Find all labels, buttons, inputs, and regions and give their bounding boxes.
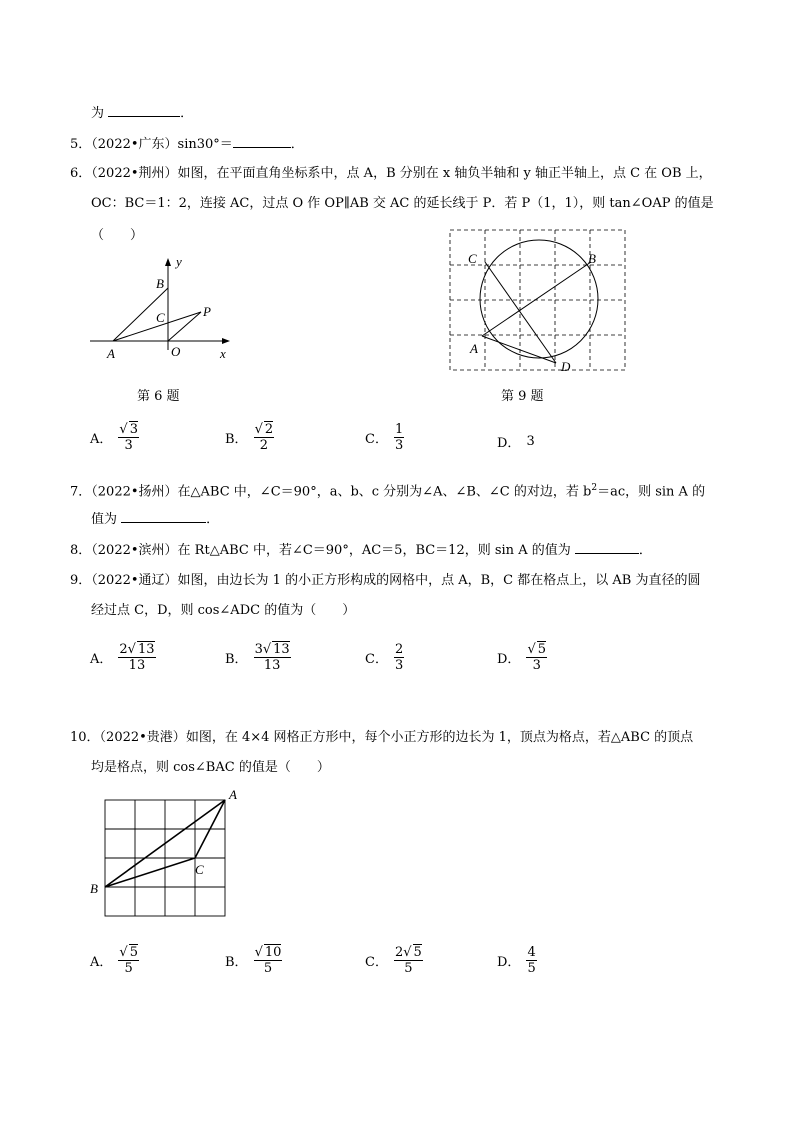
figure-10	[85, 785, 245, 925]
q10-text-line1: 如图，在 4×4 网格正方形中，每个小正方形的边长为 1，顶点为格点，若△ABC 的顶点	[185, 730, 694, 745]
q8-number: 8．	[70, 543, 92, 558]
option-label: C．	[365, 955, 388, 970]
q6-option-a[interactable]: A． $\frac{√ 3}{3}$	[90, 422, 138, 453]
q9-number: 9．	[70, 573, 92, 588]
q6-option-b[interactable]: B． $\frac{√ 2}{2}$	[225, 422, 274, 453]
option-denominator: 2	[259, 438, 268, 453]
q6-source: （2022•荆州）	[91, 166, 178, 181]
label-D: D	[561, 359, 571, 374]
q8-text: 在 Rt△ABC 中，若∠C＝90°，AC＝5，BC＝12，则 sin A 的值为	[177, 543, 571, 558]
option-label: A．	[90, 955, 113, 970]
q6-answer-bracket: （ ）	[91, 228, 144, 243]
q7-text-a: 在△ABC 中，∠C＝90°，a、b、c 分别为∠A、∠B、∠C 的对边，若 b	[177, 484, 592, 500]
x-axis-arrow	[222, 338, 230, 344]
label-P: P	[203, 304, 211, 319]
option-numerator: 13	[273, 642, 290, 657]
question-5: 5．（2022•广东）sin30°＝ ．	[70, 137, 304, 152]
q8-source: （2022•滨州）	[91, 543, 178, 558]
option-label: C．	[365, 432, 388, 447]
label-x: x	[220, 346, 226, 361]
q5-text: sin30°＝	[177, 137, 233, 152]
q6-option-d[interactable]	[497, 432, 535, 451]
q9-option-b[interactable]: B． $\frac{3√ 13}{13}$	[225, 642, 290, 673]
q10-source: （2022•贵港）	[99, 730, 186, 745]
q6-text-line1: 如图，在平面直角坐标系中，点 A，B 分别在 x 轴负半轴和 y 轴正半轴上，点 C 在 OB 上，	[177, 166, 712, 181]
option-denominator: 5	[124, 961, 133, 976]
option-numerator: 4	[527, 945, 536, 960]
q10-option-c[interactable]: C． $\frac{2√ 5}{5}$	[365, 945, 422, 976]
option-label: B．	[225, 652, 248, 667]
label-C: C	[195, 862, 204, 877]
q7-source: （2022•扬州）	[91, 484, 178, 500]
label-B: B	[90, 881, 98, 896]
q6-option-c[interactable]	[365, 422, 404, 453]
q9-text-line1: 如图，由边长为 1 的小正方形构成的网格中，点 A，B，C 都在格点上，以 AB 为直径的圆	[177, 573, 701, 588]
top-line: 为 ．	[91, 106, 194, 121]
option-numerator: 1	[394, 422, 404, 437]
q7-text-b: ＝ac，则 sin A 的	[597, 484, 706, 500]
option-label: D．	[497, 436, 521, 451]
label-A: A	[470, 341, 478, 356]
q10-option-d[interactable]	[497, 945, 537, 976]
q5-source: （2022•广东）	[91, 137, 178, 152]
q9-text-line2: 经过点 C，D，则 cos∠ADC 的值为（ ）	[91, 603, 356, 618]
option-numerator: 2	[264, 422, 274, 437]
q5-answer-blank[interactable]	[233, 135, 291, 148]
q8-answer-blank[interactable]	[575, 541, 639, 554]
option-numerator: 3	[129, 422, 138, 437]
option-label: B．	[225, 955, 248, 970]
grid-4x4	[105, 800, 225, 916]
y-axis-arrow	[165, 258, 171, 266]
label-C: C	[468, 251, 477, 266]
q9-option-a[interactable]: A． $\frac{2√ 13}{13}$	[90, 642, 155, 673]
option-label: A．	[90, 652, 113, 667]
option-numerator: 5	[413, 945, 422, 960]
option-numerator: 10	[264, 945, 282, 960]
option-label: D．	[497, 955, 521, 970]
segment-OP	[168, 312, 201, 341]
q10-option-b[interactable]: B． $\frac{√ 10}{5}$	[225, 945, 282, 976]
label-O: O	[171, 344, 181, 359]
option-coefficient: 2	[119, 642, 128, 657]
answer-blank[interactable]	[108, 104, 180, 117]
option-coefficient: 2	[394, 945, 404, 960]
label-B: B	[588, 251, 596, 266]
option-value: 3	[526, 434, 535, 449]
circle	[480, 240, 598, 358]
q6-number: 6．	[70, 166, 92, 181]
option-numerator: 5	[129, 945, 138, 960]
option-numerator: 2	[394, 642, 404, 657]
segment-AB	[482, 262, 591, 336]
option-label: D．	[497, 652, 521, 667]
option-coefficient: 3	[254, 642, 263, 657]
label-A: A	[107, 346, 115, 361]
q10-number: 10．	[70, 730, 100, 745]
option-numerator: 5	[537, 642, 547, 657]
q7-text-line2: 值为	[91, 512, 118, 527]
figure-6-caption: 第 6 题	[137, 389, 180, 404]
option-denominator: 3	[394, 438, 404, 453]
question-8: 8．（2022•滨州）在 Rt△ABC 中，若∠C＝90°，AC＝5，BC＝12，则 sin A 的值为 ．	[70, 543, 652, 558]
option-denominator: 13	[128, 658, 146, 673]
q7-superscript: 2	[591, 483, 598, 493]
option-label: B．	[225, 432, 248, 447]
option-denominator: 5	[404, 961, 413, 976]
option-label: C．	[365, 652, 388, 667]
option-denominator: 3	[394, 658, 404, 673]
option-denominator: 5	[527, 961, 536, 976]
segment-AD	[482, 336, 556, 363]
q7-answer-blank[interactable]	[121, 510, 206, 523]
label-C: C	[156, 310, 165, 325]
option-denominator: 3	[124, 438, 133, 453]
segment-CD	[485, 262, 556, 363]
option-label: A．	[90, 432, 113, 447]
option-denominator: 3	[532, 658, 541, 673]
figure-9-caption: 第 9 题	[501, 389, 544, 404]
q9-source: （2022•通辽）	[91, 573, 178, 588]
q5-number: 5．	[70, 137, 92, 152]
q7-number: 7．	[70, 484, 92, 500]
label-y: y	[176, 254, 182, 269]
q9-option-d[interactable]: D． $\frac{√ 5}{3}$	[497, 642, 547, 673]
q10-option-a[interactable]: A． $\frac{√ 5}{5}$	[90, 945, 138, 976]
q10-text-line2: 均是格点，则 cos∠BAC 的值是（ ）	[91, 760, 330, 775]
option-denominator: 13	[263, 658, 281, 673]
label-A: A	[229, 787, 237, 802]
q6-text-line2: OC：BC＝1：2，连接 AC，过点 O 作 OP∥AB 交 AC 的延长线于 P．若 P（1，1），则 tan∠OAP 的值是	[91, 196, 714, 211]
figure-6	[88, 250, 238, 365]
option-denominator: 5	[263, 961, 273, 976]
q9-option-c[interactable]	[365, 642, 404, 673]
figure-9	[440, 225, 630, 375]
label-B: B	[156, 276, 164, 291]
top-line-text: 为	[91, 106, 105, 121]
option-numerator: 13	[137, 642, 155, 657]
